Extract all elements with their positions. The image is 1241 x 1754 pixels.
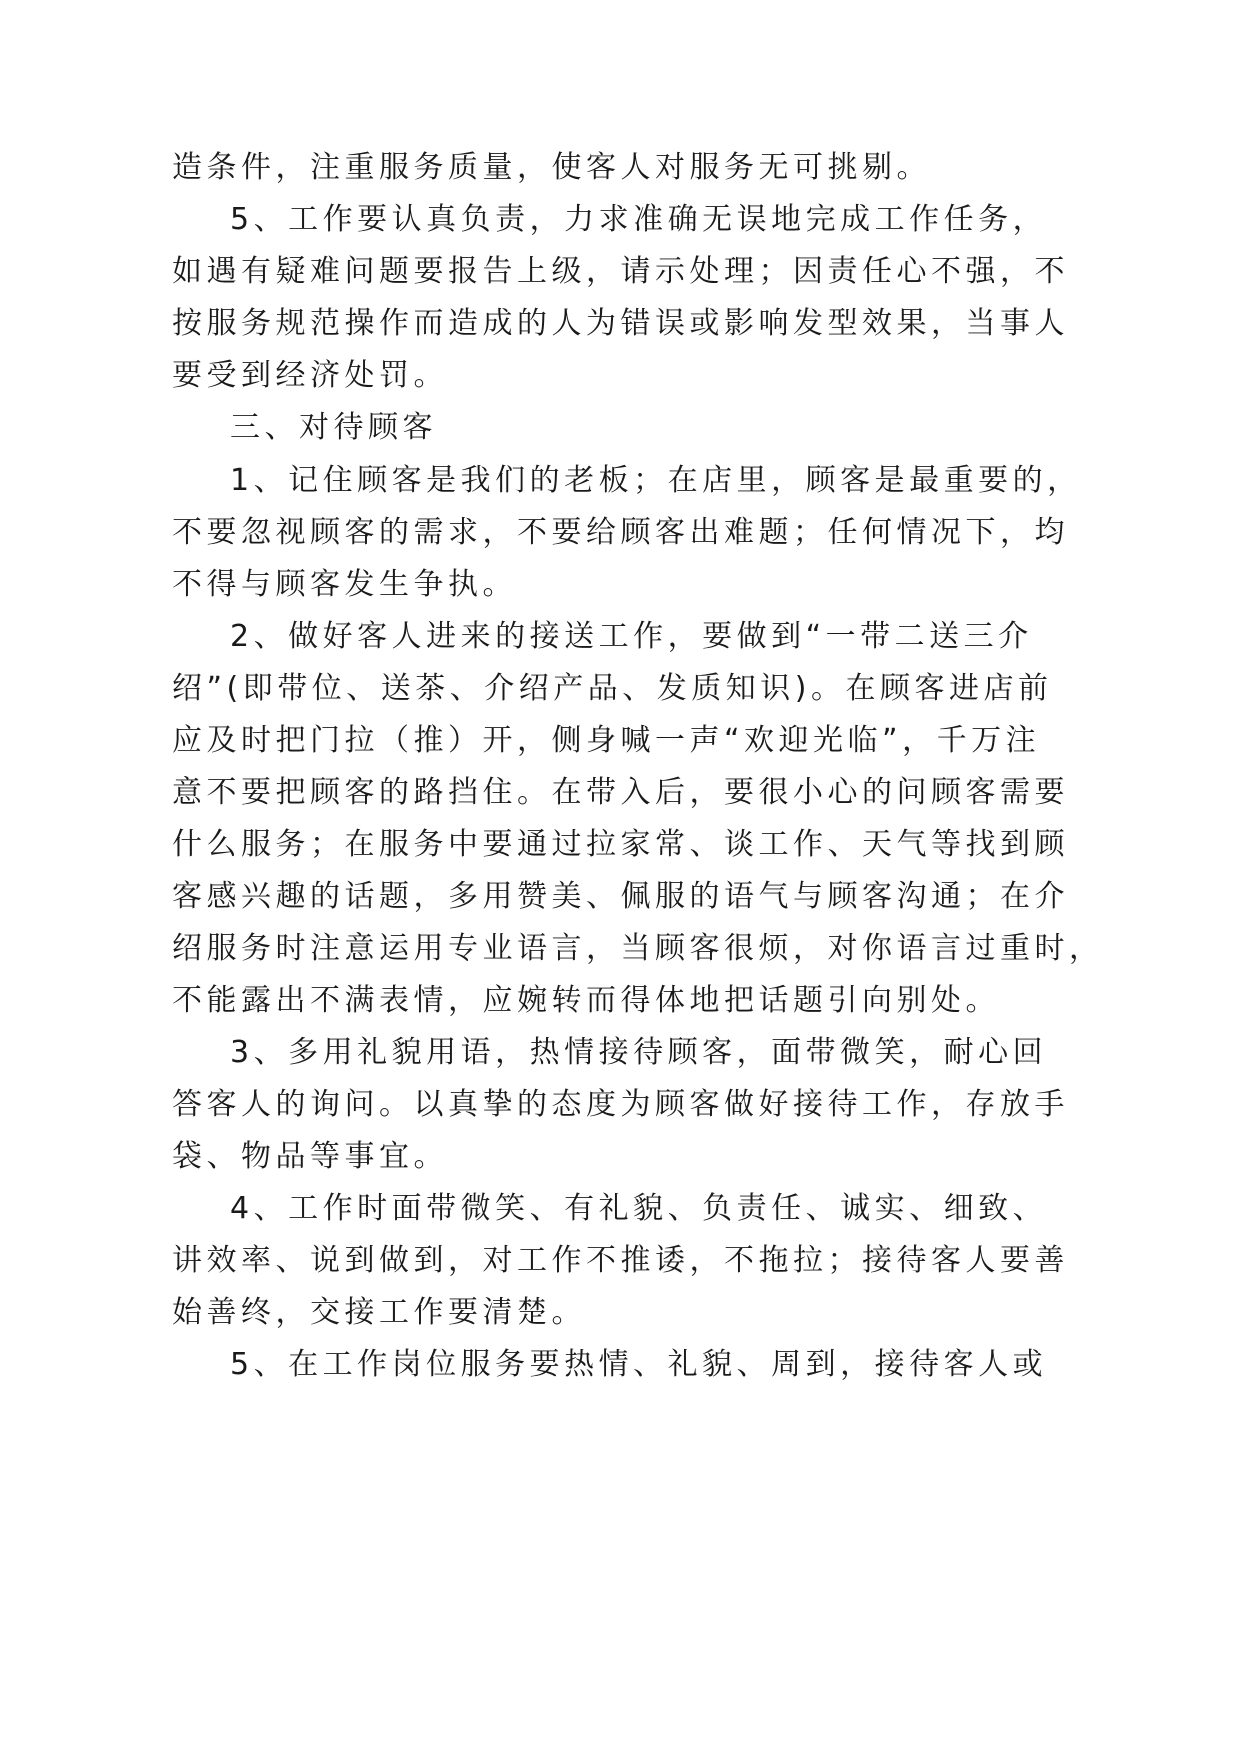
- text-line: 绍”(即带位、送茶、介绍产品、发质知识)。在顾客进店前: [172, 671, 1053, 706]
- text-line: 始善终，交接工作要清楚。: [172, 1295, 586, 1330]
- text-line: 讲效率、说到做到，对工作不推诿，不拖拉；接待客人要善: [172, 1243, 1069, 1278]
- text-line: 应及时把门拉（推）开，侧身喊一声“欢迎光临”，千万注: [172, 723, 1041, 758]
- text-line: 5、在工作岗位服务要热情、礼貌、周到，接待客人或: [230, 1347, 1048, 1382]
- text-line: 不要忽视顾客的需求，不要给顾客出难题；任何情况下，均: [172, 515, 1069, 550]
- text-line: 意不要把顾客的路挡住。在带入后，要很小心的问顾客需要: [172, 775, 1069, 810]
- text-line: 4、工作时面带微笑、有礼貌、负责任、诚实、细致、: [230, 1191, 1048, 1226]
- text-line: 不能露出不满表情，应婉转而得体地把话题引向别处。: [172, 983, 1000, 1018]
- text-line: 造条件，注重服务质量，使客人对服务无可挑剔。: [172, 150, 931, 185]
- text-line: 3、多用礼貌用语，热情接待顾客，面带微笑，耐心回: [230, 1035, 1048, 1070]
- text-line: 袋、物品等事宜。: [172, 1139, 448, 1174]
- text-line: 答客人的询问。以真挚的态度为顾客做好接待工作，存放手: [172, 1087, 1069, 1122]
- text-line: 不得与顾客发生争执。: [172, 567, 517, 602]
- text-line: 什么服务；在服务中要通过拉家常、谈工作、天气等找到顾: [172, 827, 1069, 862]
- text-line: 5、工作要认真负责，力求准确无误地完成工作任务，: [230, 202, 1048, 237]
- text-line: 1、记住顾客是我们的老板；在店里，顾客是最重要的，: [230, 463, 1082, 498]
- text-line: 要受到经济处罚。: [172, 358, 448, 393]
- text-line: 按服务规范操作而造成的人为错误或影响发型效果，当事人: [172, 306, 1069, 341]
- text-line: 如遇有疑难问题要报告上级，请示处理；因责任心不强，不: [172, 254, 1069, 289]
- section-heading: 三、对待顾客: [230, 410, 437, 445]
- text-line: 绍服务时注意运用专业语言，当顾客很烦，对你语言过重时，: [172, 931, 1104, 966]
- text-line: 2、做好客人进来的接送工作，要做到“一带二送三介: [230, 619, 1033, 654]
- text-line: 客感兴趣的话题，多用赞美、佩服的语气与顾客沟通；在介: [172, 879, 1069, 914]
